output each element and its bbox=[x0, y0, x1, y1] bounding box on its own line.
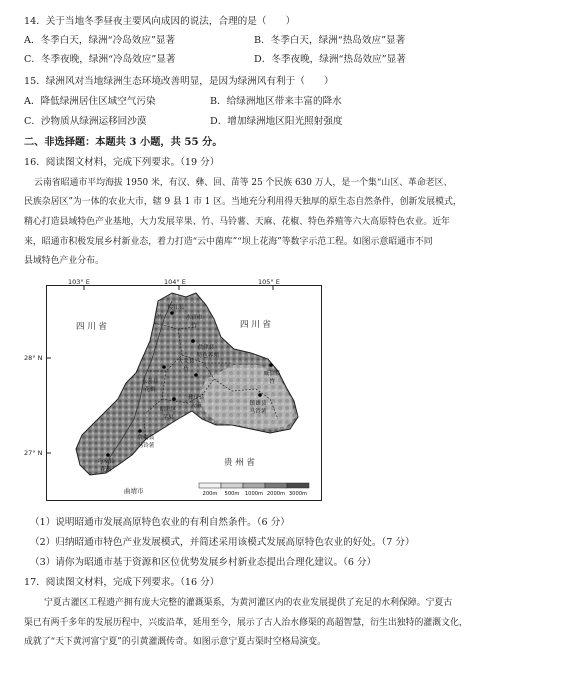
county-name: 水富市 bbox=[185, 315, 203, 321]
county-name: 鲁甸县 bbox=[137, 435, 155, 441]
county-product: 特色养殖 bbox=[196, 353, 220, 359]
city-dot bbox=[170, 311, 174, 315]
county-name: 盐津县 bbox=[197, 345, 215, 351]
city-label-qujing: 曲靖市 bbox=[124, 487, 144, 495]
county-product: 花椒 bbox=[144, 387, 156, 393]
county-product: 苹果 bbox=[162, 415, 174, 421]
province-label-guizhou: 贵 州 省 bbox=[224, 458, 255, 468]
q16-sub-3: （3）请你为昭通市基于资源和区位优势发展乡村新业态提出合理化建议。（6 分） bbox=[30, 557, 377, 568]
county-name: 镇雄县 bbox=[249, 401, 267, 407]
county-product: 竹 bbox=[183, 367, 189, 373]
county-product: 竹 bbox=[157, 315, 163, 321]
section-2-heading: 二、非选择题：本题共 3 小题，共 55 分。 bbox=[24, 136, 223, 148]
legend-label: 1000m bbox=[244, 491, 264, 497]
county-name: 大关县 bbox=[177, 359, 195, 365]
county-product: 竹 bbox=[269, 379, 275, 385]
q16-para-line-1: 云南省昭通市平均海拔 1950 米，有汉、彝、回、苗等 25 个民族 630 万人，是一个集“山区、革命老区、 bbox=[34, 178, 453, 188]
county-name: 巧家县 bbox=[97, 459, 115, 465]
city-dot bbox=[191, 339, 195, 343]
q16-stem: 16．阅读图文材料，完成下列要求。（19 分） bbox=[24, 157, 220, 168]
county-name: 昭阳区 bbox=[159, 407, 177, 413]
q17-para-line-1: 宁夏古灌区工程遗产拥有庞大完整的灌溉渠系，为黄河灌区内的农业发展提供了充足的水利保障。宁夏古 bbox=[44, 598, 453, 608]
q15-option-a: A．降低绿洲居住区域空气污染 bbox=[24, 96, 156, 107]
lon-label-104: 104° E bbox=[164, 278, 186, 286]
q16-para-line-3: 精心打造县域特色产业基地，大力发展苹果、竹、马铃薯、天麻、花椒、特色养殖等六大高原特色农业。近年 bbox=[24, 217, 450, 227]
q17-para-line-3: 成就了“天下黄河富宁夏”的引黄灌溉传奇。如图示意宁夏古渠时空格局演变。 bbox=[24, 637, 326, 647]
q16-para-line-2: 民族杂居区”为一体的农业大市，辖 9 县 1 市 1 区。当地充分利用得天独厚的原生态自然条件，创新发展模式， bbox=[24, 197, 462, 207]
county-product: 马铃薯 bbox=[137, 443, 155, 449]
city-dot bbox=[162, 365, 166, 369]
county-name: 永善县 bbox=[141, 379, 159, 385]
county-name: 威信县 bbox=[263, 371, 281, 377]
lon-label-105: 105° E bbox=[258, 278, 280, 286]
q16-sub-2: （2）归纳昭通市特色产业发展模式，并简述采用该模式发展高原特色农业的好处。（7 分） bbox=[30, 537, 415, 548]
q15-option-d: D．增加绿洲地区阳光照射强度 bbox=[210, 116, 343, 127]
q15-option-c: C．沙物质从绿洲运移回沙漠 bbox=[24, 116, 147, 127]
city-dot bbox=[138, 429, 142, 433]
q14-option-a: A．冬季白天，绿洲“冷岛效应”显著 bbox=[24, 35, 176, 46]
legend-label: 2000m bbox=[266, 491, 286, 497]
legend-label: 500m bbox=[224, 491, 240, 497]
county-product: 竹 bbox=[191, 323, 197, 329]
q14-option-b: B．冬季白天，绿洲“热岛效应”显著 bbox=[254, 35, 406, 46]
city-dot bbox=[106, 453, 110, 457]
county-name: 彝良县 bbox=[187, 395, 205, 401]
province-label-sichuan-east: 四 川 省 bbox=[240, 320, 271, 330]
county-product: 天麻 bbox=[190, 403, 202, 409]
county-name: 绥江县 bbox=[167, 305, 185, 311]
city-dot bbox=[269, 363, 273, 367]
legend-label: 200m bbox=[202, 491, 218, 497]
lon-label-103: 103° E bbox=[68, 278, 90, 286]
q14-option-d: D．冬季夜晚，绿洲“热岛效应”显著 bbox=[254, 54, 406, 65]
city-dot bbox=[258, 393, 262, 397]
county-product: 花椒 bbox=[100, 467, 112, 473]
q15-option-b: B．给绿洲地区带来丰富的降水 bbox=[210, 96, 342, 107]
q14-option-c: C．冬季夜晚，绿洲“冷岛效应”显著 bbox=[24, 54, 176, 65]
lat-label-27: 27° N bbox=[24, 449, 43, 457]
lat-label-28: 28° N bbox=[24, 354, 43, 362]
county-product: 马铃薯 bbox=[249, 409, 267, 415]
province-label-sichuan-west: 四 川 省 bbox=[76, 322, 107, 332]
q15-stem: 15．绿洲风对当地绿洲生态环境改善明显，是因为绿洲风有利于（ ） bbox=[24, 76, 334, 87]
q16-sub-1: （1）说明昭通市发展高原特色农业的有利自然条件。（6 分） bbox=[30, 517, 290, 528]
legend-label: 3000m bbox=[288, 491, 308, 497]
q16-para-line-5: 县域特色产业分布。 bbox=[24, 256, 104, 266]
q17-stem: 17．阅读图文材料，完成下列要求。（16 分） bbox=[24, 577, 220, 588]
q16-para-line-4: 来，昭通市积极发展乡村新业态，着力打造“云中菌库”“坝上花海”等数字示范工程。如图示意昭通市不同 bbox=[24, 237, 433, 247]
city-dot bbox=[194, 373, 198, 377]
q14-stem: 14．关于当地冬季昼夜主要风向成因的说法，合理的是（ ） bbox=[24, 16, 296, 27]
q17-para-line-2: 渠已有两千多年的发展历程中，兴废沿革，延用至今，展示了古人治水修渠的高超智慧，衍生出独特的灌溉文化， bbox=[24, 618, 468, 628]
city-dot bbox=[172, 397, 176, 401]
zhaotong-map bbox=[24, 278, 342, 507]
